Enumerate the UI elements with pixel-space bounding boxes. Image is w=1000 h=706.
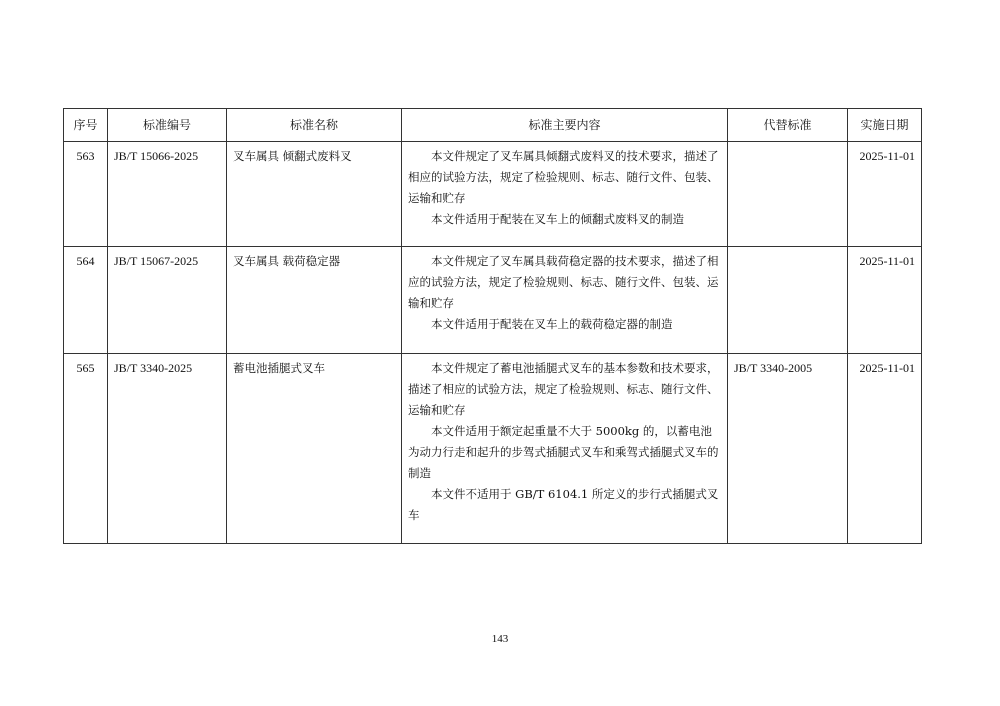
- cell-standard-name: 蓄电池插腿式叉车: [227, 354, 402, 544]
- cell-standard-code: JB/T 15067-2025: [108, 247, 227, 354]
- cell-effective-date: 2025-11-01: [848, 247, 922, 354]
- header-serial-number: 序号: [64, 109, 108, 142]
- table-header-row: [64, 109, 922, 142]
- cell-serial-number: 563: [64, 142, 108, 247]
- page-number: 143: [491, 633, 509, 645]
- content-paragraph: 本文件不适用于 GB/T 6104.1 所定义的步行式插腿式叉车: [408, 487, 719, 522]
- cell-serial-number: 565: [64, 354, 108, 544]
- content-paragraph: 本文件规定了叉车属具倾翻式废料叉的技术要求，描述了相应的试验方法，规定了检验规则、标志、随行文件、包装、运输和贮存: [408, 149, 719, 205]
- header-main-content: 标准主要内容: [402, 109, 728, 142]
- table-row: [64, 142, 922, 247]
- cell-main-content: [402, 142, 728, 247]
- content-paragraph: 本文件适用于配装在叉车上的载荷稳定器的制造: [431, 317, 673, 331]
- cell-standard-name: 叉车属具 载荷稳定器: [227, 247, 402, 354]
- table-row: [64, 247, 922, 354]
- content-paragraph: 本文件适用于额定起重量不大于 5000kg 的，以蓄电池为动力行走和起升的步驾式插腿式叉车和乘驾式插腿式叉车的制造: [408, 424, 719, 480]
- cell-standard-code: JB/T 15066-2025: [108, 142, 227, 247]
- standards-table: [63, 108, 922, 544]
- content-paragraph: 本文件规定了叉车属具载荷稳定器的技术要求，描述了相应的试验方法，规定了检验规则、标志、随行文件、包装、运输和贮存: [408, 254, 719, 310]
- table-row: [64, 354, 922, 544]
- cell-main-content: [402, 354, 728, 544]
- header-effective-date: 实施日期: [848, 109, 922, 142]
- cell-serial-number: 564: [64, 247, 108, 354]
- header-standard-code: 标准编号: [108, 109, 227, 142]
- cell-standard-code: JB/T 3340-2025: [108, 354, 227, 544]
- content-paragraph: 本文件适用于配装在叉车上的倾翻式废料叉的制造: [431, 212, 684, 226]
- header-standard-name: 标准名称: [227, 109, 402, 142]
- content-paragraph: 本文件规定了蓄电池插腿式叉车的基本参数和技术要求，描述了相应的试验方法，规定了检验规则、标志、随行文件、运输和贮存: [408, 361, 719, 417]
- cell-replaced-standard: [728, 247, 848, 354]
- cell-replaced-standard: JB/T 3340-2005: [728, 354, 848, 544]
- cell-effective-date: 2025-11-01: [848, 142, 922, 247]
- cell-replaced-standard: [728, 142, 848, 247]
- cell-main-content: [402, 247, 728, 354]
- cell-standard-name: 叉车属具 倾翻式废料叉: [227, 142, 402, 247]
- cell-effective-date: 2025-11-01: [848, 354, 922, 544]
- header-replaced-standard: 代替标准: [728, 109, 848, 142]
